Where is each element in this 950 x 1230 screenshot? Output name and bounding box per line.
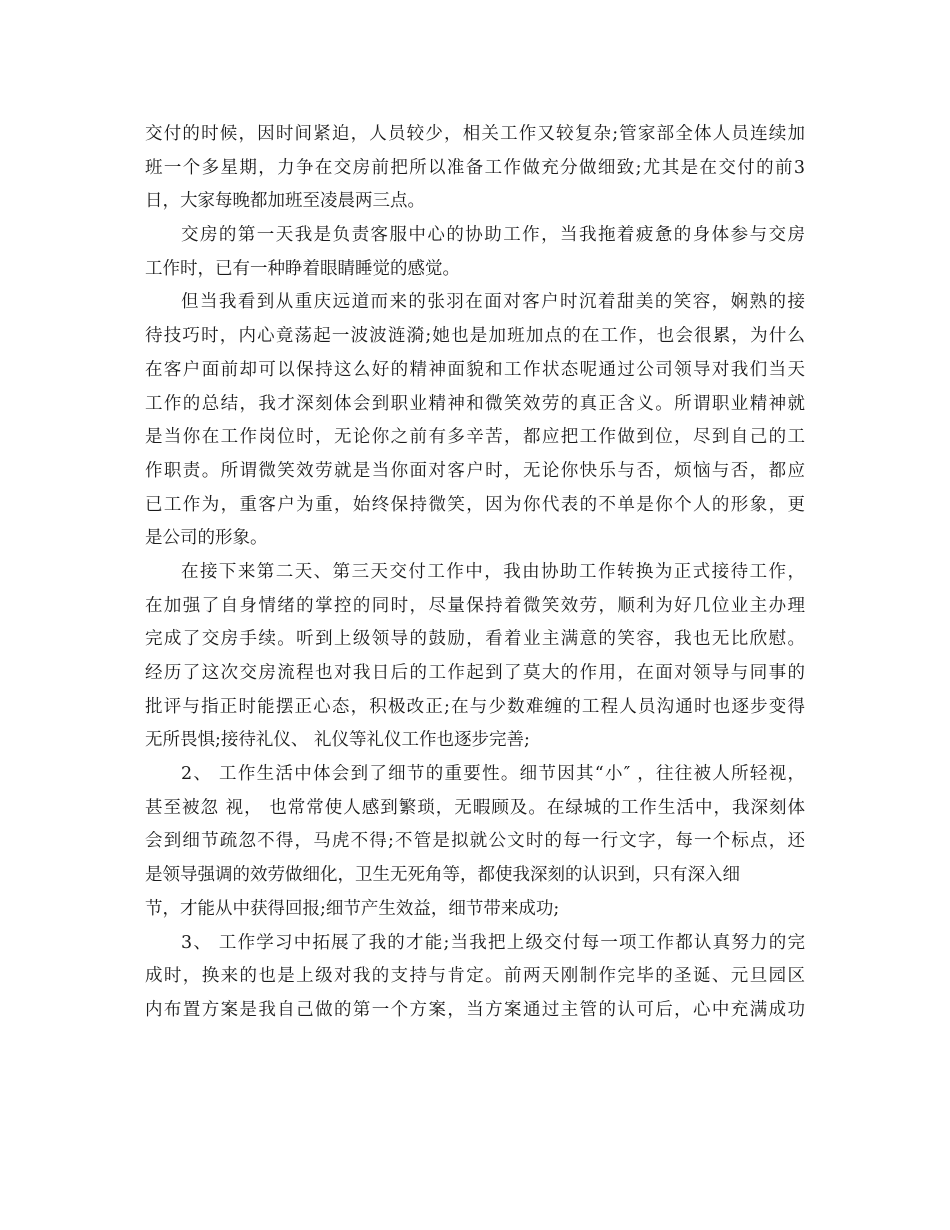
text-line: 作职责。所谓微笑效劳就是当你面对客户时，无论你快乐与否，烦恼与否，都应 — [145, 460, 805, 481]
text-line: 在接下来第二天、第三天交付工作中，我由协助工作转换为正式接待工作， — [181, 561, 805, 582]
text-line: 完成了交房手续。听到上级领导的鼓励，看着业主满意的笑容，我也无比欣慰。 — [145, 629, 805, 650]
text-line: 工作时，已有一种睁着眼睛睡觉的感觉。 — [145, 258, 460, 279]
text-line: 是领导强调的效劳做细化，卫生无死角等，都使我深刻的认识到，只有深入细 — [145, 865, 740, 886]
text-line: 3、 工作学习中拓展了我的才能;当我把上级交付每一项工作都认真努力的完 — [181, 932, 805, 953]
text-line: 交房的第一天我是负责客服中心的协助工作，当我拖着疲惫的身体参与交房 — [181, 225, 805, 246]
text-line: 经历了这次交房流程也对我日后的工作起到了莫大的作用，在面对领导与同事的 — [145, 663, 805, 683]
text-line: 班一个多星期，力争在交房前把所以准备工作做充分做细致;尤其是在交付的前3 — [145, 157, 805, 178]
text-line: 节，才能从中获得回报;细节产生效益，细节带来成功; — [145, 898, 560, 919]
text-line: 但当我看到从重庆远道而来的张羽在面对客户时沉着甜美的笑容，娴熟的接 — [181, 292, 805, 313]
text-line: 无所畏惧;接待礼仪、 礼仪等礼仪工作也逐步完善; — [145, 730, 530, 751]
text-line: 待技巧时，内心竟荡起一波波涟漪;她也是加班加点的在工作，也会很累，为什么 — [145, 326, 805, 347]
text-line: 交付的时候，因时间紧迫，人员较少，相关工作又较复杂;管家部全体人员连续加 — [145, 124, 805, 144]
text-line: 在客户面前却可以保持这么好的精神面貌和工作状态呢通过公司领导对我们当天 — [145, 359, 805, 380]
text-line: 是当你在工作岗位时，无论你之前有多辛苦，都应把工作做到位，尽到自己的工 — [145, 427, 805, 448]
text-line: 是公司的形象。 — [145, 528, 268, 549]
text-line: 日，大家每晚都加班至凌晨两三点。 — [145, 191, 425, 212]
document-body — [145, 118, 805, 1028]
text-line: 内布置方案是我自己做的第一个方案，当方案通过主管的认可后，心中充满成功 — [145, 999, 805, 1020]
text-line: 甚至被忽 视， 也常常使人感到繁琐，无暇顾及。在绿城的工作生活中，我深刻体 — [145, 797, 805, 818]
text-line: 批评与指正时能摆正心态，积极改正;在与少数难缠的工程人员沟通时也逐步变得 — [145, 696, 805, 717]
text-line: 已工作为，重客户为重，始终保持微笑，因为你代表的不单是你个人的形象，更 — [145, 494, 805, 515]
text-line: 会到细节疏忽不得，马虎不得;不管是拟就公文时的每一行文字，每一个标点，还 — [145, 831, 805, 852]
text-line: 2、 工作生活中体会到了细节的重要性。细节因其“小″ ，往往被人所轻视， — [181, 764, 805, 785]
text-line: 工作的总结，我才深刻体会到职业精神和微笑效劳的真正含义。所谓职业精神就 — [145, 393, 805, 414]
text-line: 成时，换来的也是上级对我的支持与肯定。前两天刚制作完毕的圣诞、元旦园区 — [145, 966, 805, 987]
text-line: 在加强了自身情绪的掌控的同时，尽量保持着微笑效劳，顺利为好几位业主办理 — [145, 595, 805, 616]
